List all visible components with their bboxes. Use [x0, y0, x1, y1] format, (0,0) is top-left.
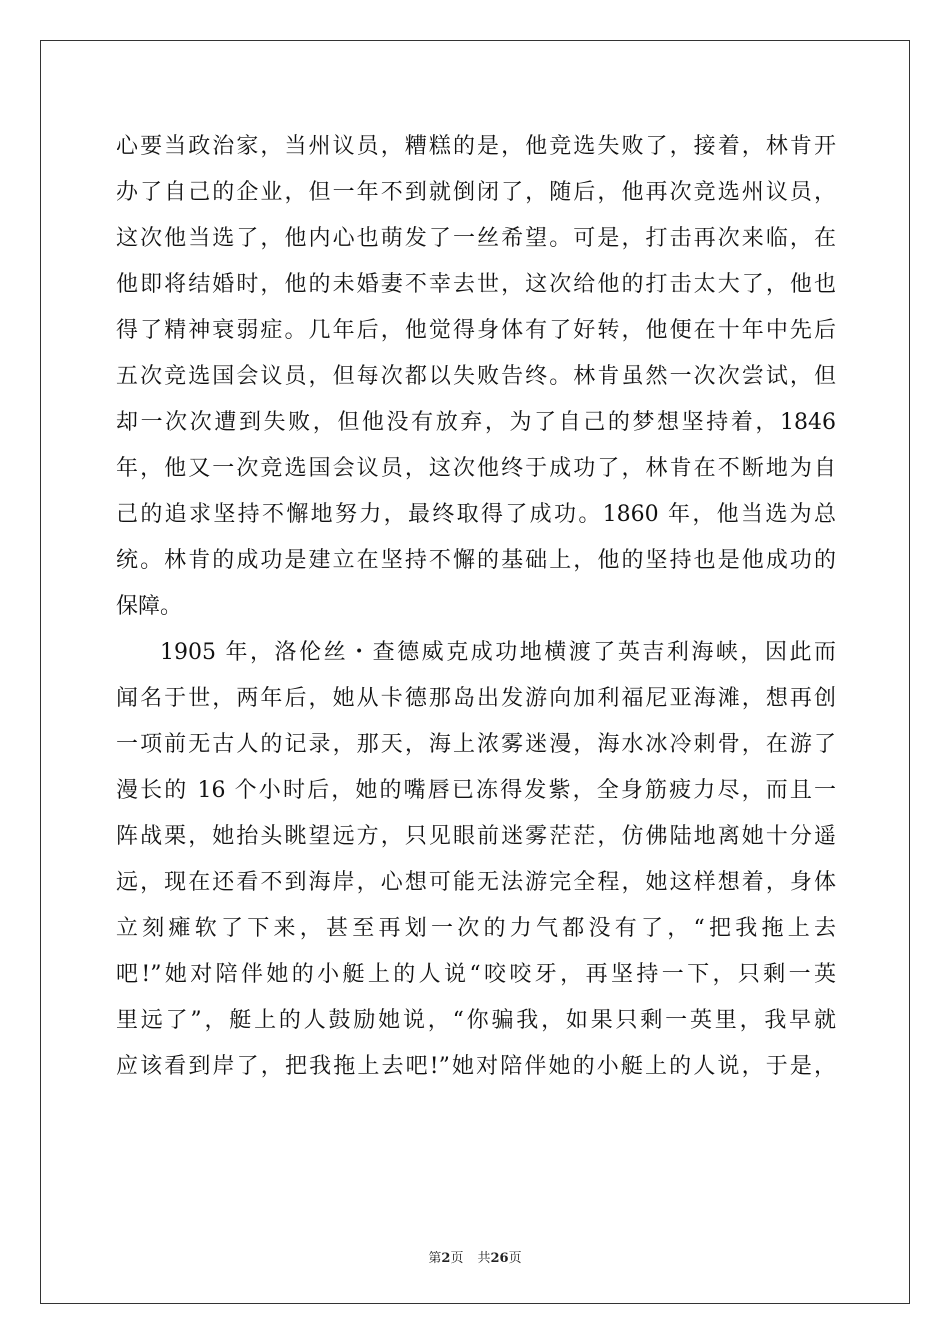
- text-line: 1905 年，洛伦丝・查德威克成功地横渡了英吉利海峡，因此而: [160, 640, 836, 665]
- text-line: 漫长的 16 个小时后，她的嘴唇已冻得发紫，全身筋疲力尽，而且一: [116, 778, 836, 803]
- total-pages: 26: [490, 1251, 509, 1266]
- document-body: [116, 124, 836, 1090]
- page-prefix: 第: [428, 1251, 442, 1266]
- paragraph: [116, 124, 836, 630]
- text-line: 里远了”，艇上的人鼓励她说，“你骗我，如果只剩一英里，我早就: [116, 1008, 836, 1033]
- text-line: 应该看到岸了，把我拖上去吧!”她对陪伴她的小艇上的人说，于是，: [116, 1054, 836, 1079]
- text-line: 办了自己的企业，但一年不到就倒闭了，随后，他再次竞选州议员，: [116, 180, 836, 205]
- text-line: 却一次次遭到失败，但他没有放弃，为了自己的梦想坚持着，1846: [116, 410, 836, 435]
- text-line: 心要当政治家，当州议员，糟糕的是，他竞选失败了，接着，林肯开: [116, 134, 836, 159]
- page-footer: [0, 1247, 950, 1266]
- text-line: 他即将结婚时，他的未婚妻不幸去世，这次给他的打击太大了，他也: [116, 272, 836, 297]
- text-line: 保障。: [116, 594, 183, 619]
- paragraph: [116, 630, 836, 1090]
- text-line: 统。林肯的成功是建立在坚持不懈的基础上，他的坚持也是他成功的: [116, 548, 836, 573]
- page-suffix: 页: [450, 1251, 464, 1266]
- page-number: 2: [441, 1251, 451, 1266]
- text-line: 远，现在还看不到海岸，心想可能无法游完全程，她这样想着，身体: [116, 870, 836, 895]
- total-prefix: 共: [477, 1251, 491, 1266]
- text-line: 立刻瘫软了下来，甚至再划一次的力气都没有了，“把我拖上去: [116, 916, 836, 941]
- text-line: 年，他又一次竞选国会议员，这次他终于成功了，林肯在不断地为自: [116, 456, 836, 481]
- text-line: 得了精神衰弱症。几年后，他觉得身体有了好转，他便在十年中先后: [116, 318, 836, 343]
- text-line: 吧!”她对陪伴她的小艇上的人说“咬咬牙，再坚持一下，只剩一英: [116, 962, 836, 987]
- text-line: 这次他当选了，他内心也萌发了一丝希望。可是，打击再次来临，在: [116, 226, 836, 251]
- text-line: 闻名于世，两年后，她从卡德那岛出发游向加利福尼亚海滩，想再创: [116, 686, 836, 711]
- text-line: 一项前无古人的记录，那天，海上浓雾迷漫，海水冰冷刺骨，在游了: [116, 732, 836, 757]
- text-line: 五次竞选国会议员，但每次都以失败告终。林肯虽然一次次尝试，但: [116, 364, 836, 389]
- text-line: 阵战栗，她抬头眺望远方，只见眼前迷雾茫茫，仿佛陆地离她十分遥: [116, 824, 836, 849]
- total-suffix: 页: [508, 1251, 522, 1266]
- text-line: 己的追求坚持不懈地努力，最终取得了成功。1860 年，他当选为总: [116, 502, 836, 527]
